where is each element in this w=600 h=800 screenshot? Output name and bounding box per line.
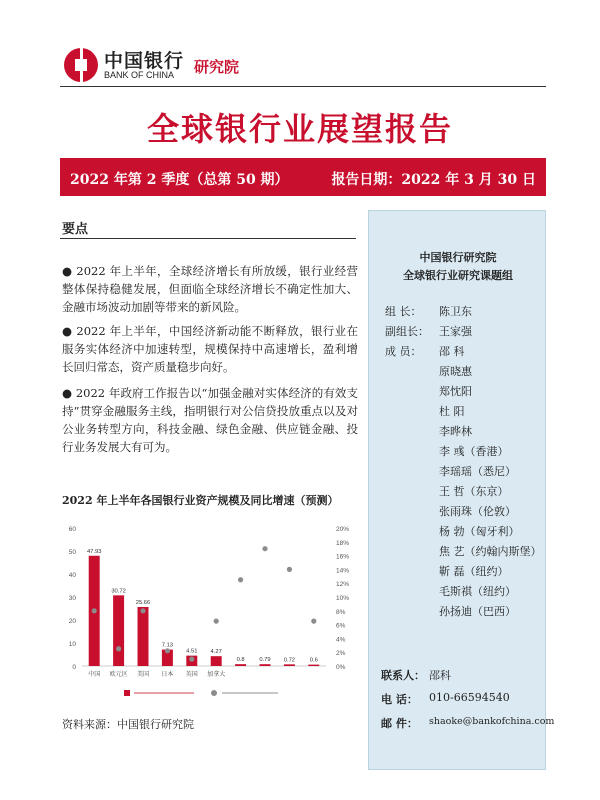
member-name: 杨 勃（匈牙利） <box>439 525 520 538</box>
left-axis-tick-label: 30 <box>68 595 76 602</box>
left-axis-tick-label: 60 <box>68 526 76 533</box>
email-label: 邮 件： <box>381 717 418 730</box>
report-date: 报告日期：2022 年 3 月 30 日 <box>331 172 536 188</box>
contact-person: 邵科 <box>429 669 451 682</box>
member-name: 郑忱阳 <box>439 385 472 398</box>
member-name: 焦 艺（约翰内斯堡） <box>439 545 542 558</box>
institute-label: 研究院 <box>194 58 240 76</box>
contact-info <box>381 667 555 739</box>
legend-dot-swatch <box>211 690 217 696</box>
report-title: 全球银行业展望报告 <box>146 110 453 148</box>
category-label: 日本 <box>161 672 174 678</box>
bar-value-label: 30.72 <box>111 588 126 595</box>
member-name: 李瑶瑶（悉尼） <box>439 465 516 478</box>
team-organization: 中国银行研究院 <box>419 251 497 264</box>
right-axis-tick-label: 6% <box>336 622 346 630</box>
team-member-row <box>385 583 545 603</box>
category-label: 英国 <box>185 672 198 678</box>
team-member-row <box>385 323 545 343</box>
team-member-row <box>385 363 545 383</box>
growth-rate-point <box>311 619 316 624</box>
email-link[interactable]: shaoke@bankofchina.com <box>429 716 555 727</box>
member-name: 王 哲（东京） <box>439 485 509 498</box>
growth-rate-point <box>140 608 145 613</box>
growth-rate-point <box>238 577 243 582</box>
team-member-row <box>385 343 545 363</box>
bar-value-label: 0.8 <box>236 657 245 664</box>
bar-asset-size <box>211 656 222 666</box>
growth-rate-point <box>287 567 292 572</box>
phone-label: 电 话： <box>381 693 418 706</box>
member-name: 原晓惠 <box>439 365 472 378</box>
header-divider <box>60 86 546 87</box>
bar-value-label: 4.51 <box>186 648 198 655</box>
left-axis-tick-label: 40 <box>68 572 76 579</box>
growth-rate-point <box>189 657 194 662</box>
team-member-row <box>385 523 545 543</box>
data-source: 资料来源：中国银行研究院 <box>62 718 194 731</box>
member-name: 王家强 <box>439 325 472 338</box>
team-member-row <box>385 303 545 323</box>
right-axis-tick-label: 12% <box>336 581 350 589</box>
right-axis-tick-label: 2% <box>336 650 346 658</box>
left-axis-tick-label: 10 <box>68 641 76 648</box>
team-member-row <box>385 503 545 523</box>
issue-band <box>60 158 546 196</box>
member-name: 张雨珠（伦敦） <box>439 505 516 518</box>
member-name: 孙扬迪（巴西） <box>439 605 516 618</box>
team-member-row <box>385 563 545 583</box>
bar-asset-size <box>284 664 295 666</box>
team-member-row <box>385 483 545 503</box>
category-label: 美国 <box>136 672 150 678</box>
member-name: 李 彧（香港） <box>439 445 509 458</box>
chart-title: 2022 年上半年各国银行业资产规模及同比增速（预测） <box>62 494 339 507</box>
member-name: 陈卫东 <box>439 305 472 318</box>
team-member-row <box>385 403 545 423</box>
bar-asset-size <box>260 664 271 666</box>
bar-asset-size <box>308 665 319 666</box>
right-axis-tick-label: 20% <box>336 526 350 533</box>
logo-english-name: BANK OF CHINA <box>104 70 175 80</box>
bar-value-label: 0.6 <box>309 657 318 664</box>
right-axis-tick-label: 18% <box>336 539 350 547</box>
bar-value-label: 4.27 <box>210 649 222 656</box>
team-member-row <box>385 463 545 483</box>
key-point-3: ● 2022 年政府工作报告以“加强金融对实体经济的有效支持”贯穿金融服务主线，指明银行对公信贷投放重点以及对公业务转型方向，科技金融、绿色金融、供应链金融、投行业务发展大有可为。 <box>62 386 358 454</box>
member-role: 成 员： <box>385 345 422 358</box>
bar-value-label: 7.13 <box>161 642 174 649</box>
member-name: 毛斯祺（纽约） <box>439 585 516 598</box>
issue-label: 2022 年第 2 季度（总第 50 期） <box>70 172 289 188</box>
growth-rate-point <box>214 619 219 624</box>
growth-rate-point <box>262 546 267 551</box>
left-axis-tick-label: 0 <box>72 664 76 671</box>
logo-chinese-name: 中国银行 <box>104 50 185 72</box>
growth-rate-point <box>165 648 170 653</box>
left-axis-tick-label: 20 <box>68 618 76 625</box>
bar-value-label: 47.93 <box>86 548 102 555</box>
team-member-row <box>385 603 545 623</box>
right-axis-tick-label: 10% <box>336 595 350 602</box>
team-member-row <box>385 423 545 443</box>
member-name: 李晔林 <box>439 425 472 438</box>
bar-asset-size <box>235 664 246 666</box>
legend-bar-swatch <box>124 690 130 696</box>
bank-of-china-emblem-icon <box>64 48 98 82</box>
right-axis-tick-label: 16% <box>336 553 350 561</box>
key-point-1: ● 2022 年上半年，全球经济增长有所放缓，银行业经营整体保持稳健发展，但面临全球经济增长不确定性加大、金融市场波动加剧等带来的新风险。 <box>62 264 358 314</box>
member-role: 组 长： <box>385 305 422 318</box>
team-roster <box>385 303 545 623</box>
key-point-2: ● 2022 年上半年，中国经济新动能不断释放，银行业在服务实体经济中加速转型，规模保持中高速增长，盈利增长回归常态，资产质量稳步向好。 <box>62 324 358 374</box>
bar-value-label: 0.79 <box>259 657 271 664</box>
contact-person-label: 联系人： <box>381 669 425 682</box>
left-axis-tick-label: 50 <box>68 549 76 556</box>
key-points-divider <box>60 238 356 239</box>
right-axis-tick-label: 0% <box>336 664 346 671</box>
growth-rate-point <box>116 646 121 651</box>
member-name: 靳 磊（纽约） <box>439 565 509 578</box>
legend-dot-label-mark <box>222 692 278 694</box>
asset-growth-chart <box>58 514 358 704</box>
bar-asset-size <box>138 607 149 666</box>
phone-number: 010-66594540 <box>429 691 510 704</box>
growth-rate-point <box>92 608 97 613</box>
right-axis-tick-label: 14% <box>336 567 350 575</box>
member-name: 杜 阳 <box>439 405 465 418</box>
legend-bar-label-mark <box>134 692 194 694</box>
team-member-row <box>385 443 545 463</box>
category-label: 中国 <box>88 672 101 678</box>
bar-value-label: 0.72 <box>283 657 296 664</box>
bar-asset-size <box>113 595 124 666</box>
key-points-heading: 要点 <box>62 222 89 237</box>
member-name: 邵 科 <box>439 345 465 358</box>
team-member-row <box>385 543 545 563</box>
team-member-row <box>385 383 545 403</box>
category-label: 加拿大 <box>207 672 226 678</box>
bar-value-label: 25.66 <box>135 599 151 606</box>
team-name: 全球银行业研究课题组 <box>403 269 513 282</box>
member-role: 副组长： <box>385 325 429 338</box>
right-axis-tick-label: 4% <box>336 636 346 644</box>
research-team-panel <box>368 210 555 770</box>
right-axis-tick-label: 8% <box>336 608 346 616</box>
category-label: 欧元区 <box>109 672 128 678</box>
